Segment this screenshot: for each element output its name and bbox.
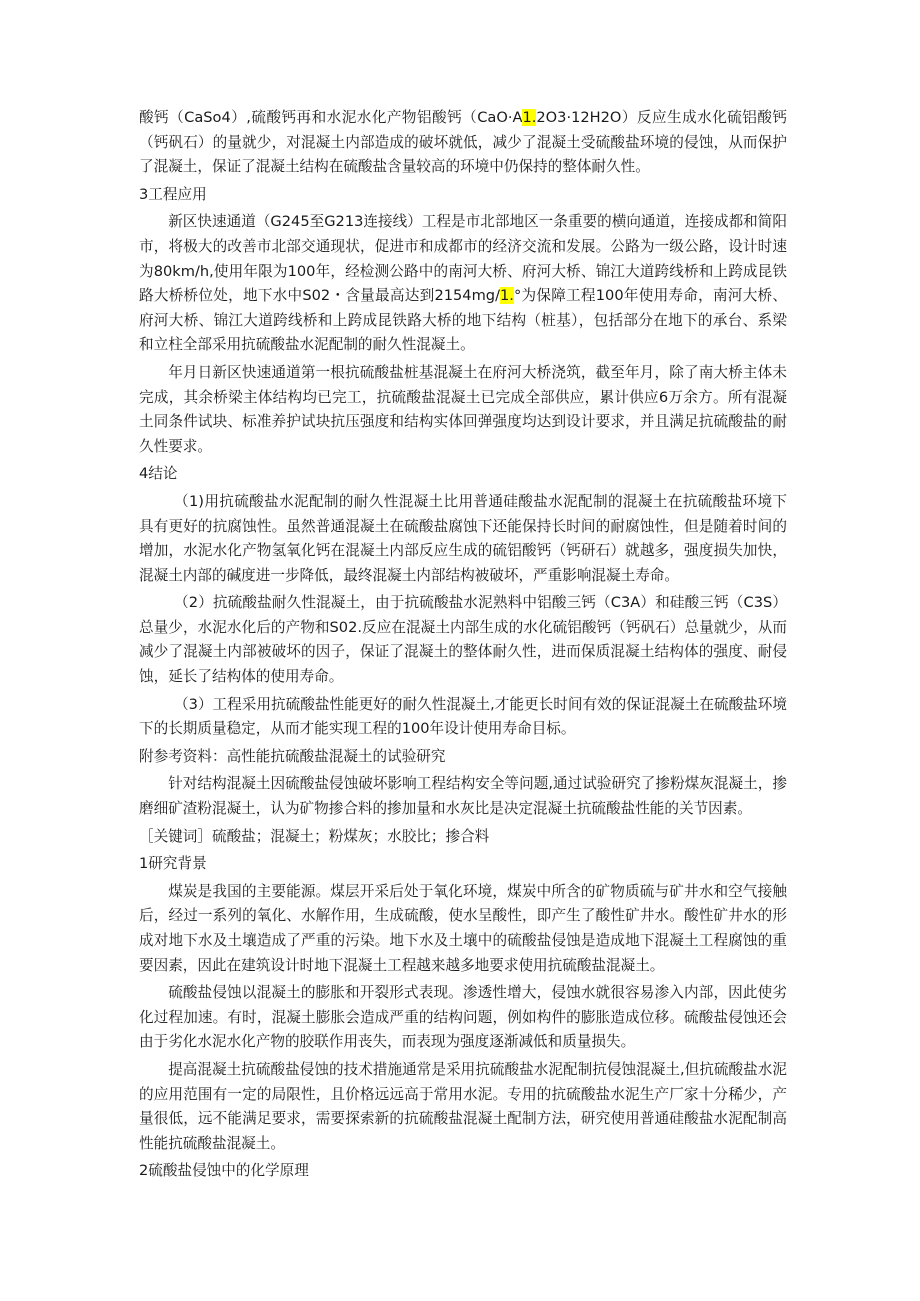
- text-run: °为保障工程100年使用寿命，南河大桥、府河大桥、锦江大道跨线桥和上跨成昆铁路大桥的地下结构（桩基），包括部分在地下的承台、系梁和立柱全部采用抗硫酸盐水泥配制的耐久性混凝土。: [139, 287, 788, 354]
- paragraph-background-2: 硫酸盐侵蚀以混凝土的膨胀和开裂形式表现。渗透性增大，侵蚀水就很容易渗入内部，因此使劣化过程加速。有时，混凝土膨胀会造成严重的结构问题，例如构件的膨胀造成位移。硫酸盐侵蚀还会由于劣化水泥水化产物的胶联作用丧失，而表现为强度逐渐减低和质量损失。: [139, 984, 787, 1051]
- highlight-mark: 1.: [500, 287, 514, 305]
- conclusion-item-1: （1)用抗硫酸盐水泥配制的耐久性混凝土比用普通硅酸盐水泥配制的混凝土在抗硫酸盐环境下具有更好的抗腐蚀性。虽然普通混凝土在硫酸盐腐蚀下还能保持长时间的耐腐蚀性，但是随着时间的增加，水泥水化产物氢氧化钙在混凝土内部反应生成的硫铝酸钙（钙研石）就越多，强度损失加快，混凝土内部的碱度进一步降低，最终混凝土内部结构被破坏，严重影响混凝土寿命。: [139, 492, 787, 584]
- paragraph-project-intro: [139, 210, 787, 358]
- text-run: 新区快速通道（G245至G213连接线）工程是市北部地区一条重要的横向通道，连接成都和简阳市，将极大的改善市北部交通现状，促进市和成都市的经济交流和发展。公路为一级公路，设计时速为80km/h,使用年限为100年，经检测公路中的南河大桥、府河大桥、锦江大道跨线桥和上跨成昆铁路大桥桥位处，地下水中S02・含量最高达到2154mg/: [139, 213, 787, 305]
- section-heading-2: 2硫酸盐侵蚀中的化学原理: [139, 1162, 309, 1180]
- paragraph-construction-progress: 年月日新区快速通道第一根抗硫酸盐桩基混凝土在府河大桥浇筑，截至年月，除了南大桥主体未完成，其余桥梁主体结构均已完工，抗硫酸盐混凝土已完成全部供应，累计供应6万余方。所有混凝土同条件试块、标准养护试块抗压强度和结构实体回弹强度均达到设计要求，并且满足抗硫酸盐的耐久性要求。: [139, 363, 787, 455]
- section-heading-3: 3工程应用: [139, 185, 207, 203]
- document-page: [139, 106, 787, 1187]
- highlight-mark: 1.: [522, 109, 537, 126]
- paragraph-sulfate-reaction: [139, 106, 787, 180]
- keywords: ［关键词］硫酸盐；混凝土；粉煤灰；水胶比；掺合料: [139, 827, 490, 845]
- paragraph-background-3: 提高混凝土抗硫酸盐侵蚀的技术措施通常是采用抗硫酸盐水泥配制抗侵蚀混凝土,但抗硫酸盐水泥的应用范围有一定的局限性，且价格远远高于常用水泥。专用的抗硫酸盐水泥生产厂家十分稀少，产量很低，远不能满足要求，需要探索新的抗硫酸盐混凝土配制方法，研究使用普通硅酸盐水泥配制高性能抗硫酸盐混凝土。: [139, 1060, 787, 1152]
- paragraph-background-1: 煤炭是我国的主要能源。煤层开采后处于氧化环境，煤炭中所含的矿物质硫与矿井水和空气接触后，经过一系列的氧化、水解作用，生成硫酸，使水呈酸性，即产生了酸性矿井水。酸性矿井水的形成对地下水及土壤造成了严重的污染。地下水及土壤中的硫酸盐侵蚀是造成地下混凝土工程腐蚀的重要因素，因此在建筑设计时地下混凝土工程越来越多地要求使用抗硫酸盐混凝土。: [139, 882, 787, 974]
- conclusion-item-3: （3）工程采用抗硫酸盐性能更好的耐久性混凝土,才能更长时间有效的保证混凝土在硫酸盐环境下的长期质量稳定，从而才能实现工程的100年设计使用寿命目标。: [139, 695, 787, 738]
- section-heading-4: 4结论: [139, 465, 178, 483]
- text-run: 酸钙（CaSo4）,硫酸钙再和水泥水化产物铝酸钙（CaO·A: [139, 109, 523, 126]
- abstract: 针对结构混凝土因硫酸盐侵蚀破坏影响工程结构安全等问题,通过试验研究了掺粉煤灰混凝土，掺磨细矿渣粉混凝土，认为矿物掺合料的掺加量和水灰比是决定混凝土抗硫酸盐性能的关节因素。: [139, 775, 787, 818]
- conclusion-item-2: （2）抗硫酸盐耐久性混凝土，由于抗硫酸盐水泥熟料中铝酸三钙（C3A）和硅酸三钙（C3S）总量少，水泥水化后的产物和S02.反应在混凝土内部生成的水化硫铝酸钙（钙矾石）总量就少，从而减少了混凝土内部被破坏的因子，保证了混凝土的整体耐久性，进而保质混凝土结构体的强度、耐侵蚀，延长了结构体的使用寿命。: [139, 594, 787, 686]
- section-heading-1: 1研究背景: [139, 855, 207, 873]
- reference-title: 附参考资料：高性能抗硫酸盐混凝土的试验研究: [139, 747, 446, 765]
- text-run: 2O3·12H2O）反应生成水化硫铝酸钙（钙矾石）的量就少，对混凝土内部造成的破坏就低，减少了混凝土受硫酸盐环境的侵蚀，从而保护了混凝土，保证了混凝土结构在硫酸盐含量较高的环境中仍保持的整体耐久性。: [139, 109, 787, 176]
